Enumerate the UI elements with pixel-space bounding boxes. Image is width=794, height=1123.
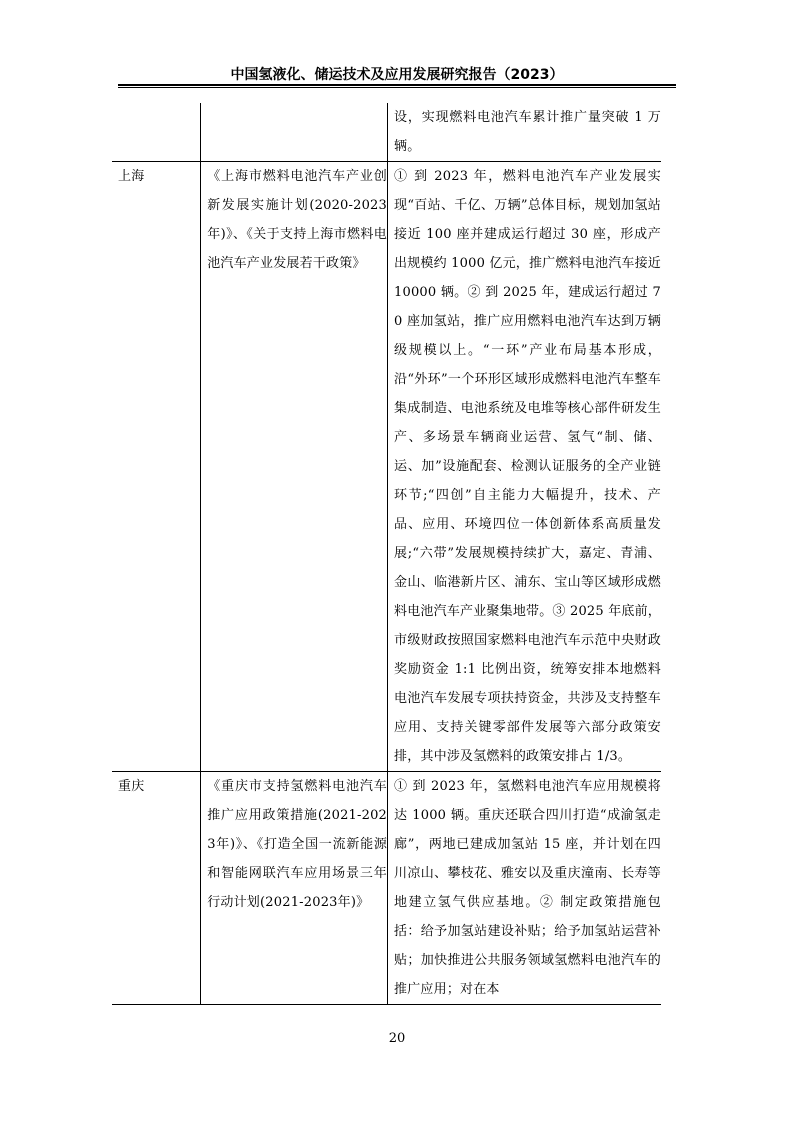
region-cell	[112, 103, 201, 162]
content-text: ① 到 2023 年，燃料电池汽车产业发展实现“百站、千亿、万辆”总体目标，规划加氢站接近 100 座并建成运行超过 30 座，形成产出规模约 1000 亿元，推广燃料电池汽车接近 10000 辆。② 到 2025 年，建成运行超过 70 座加氢站，推广应用燃料电池汽车达到万辆级规模以上。“一环”产业布局基本形成，沿“外环”一个环形区域形成燃料电池汽车整车集成制造、电池系统及电堆等核心部件研发生产、多场景车辆商业运营、氢气“制、储、运、加”设施配套、检测认证服务的全产业链环节;“四创”自主能力大幅提升，技术、产品、应用、环境四位一体创新体系高质量发展;“六带”发展规模持续扩大，嘉定、青浦、金山、临港新片区、浦东、宝山等区域形成燃料电池汽车产业聚集地带。③ 2025 年底前，市级财政按照国家燃料电池汽车示范中央财政奖励资金 1:1 比例出资，统筹安排本地燃料电池汽车发展专项扶持资金，共涉及支持整车应用、支持关键零部件发展等六部分政策安排，其中涉及氢燃料的政策安排占 1/3。	[394, 169, 661, 764]
content-text: 设，实现燃料电池汽车累计推广量突破 1 万辆。	[394, 110, 661, 154]
policy-table	[112, 103, 661, 1005]
content-cell	[388, 772, 661, 1005]
content-text: ① 到 2023 年，氢燃料电池汽车应用规模将达 1000 辆。重庆还联合四川打造“成渝氢走廊”，两地已建成加氢站 15 座，并计划在四川凉山、攀枝花、雅安以及重庆潼南、长寿等地建立氢气供应基地。② 制定政策措施包括：给予加氢站建设补贴；给予加氢站运营补贴；加快推进公共服务领域氢燃料电池汽车的推广应用；对在本	[394, 779, 661, 997]
page-number: 20	[388, 1031, 406, 1046]
table-row	[112, 772, 661, 1005]
policy-text: 《上海市燃料电池汽车产业创新发展实施计划(2020-2023年)》、《关于支持上海市燃料电池汽车产业发展若干政策》	[207, 169, 388, 271]
policy-cell	[201, 162, 388, 772]
header-rule-thin	[118, 87, 676, 88]
header-rule	[118, 84, 676, 86]
region-text: 上海	[118, 169, 145, 184]
policy-cell	[201, 772, 388, 1005]
table-row	[112, 103, 661, 162]
content-cell	[388, 162, 661, 772]
region-text: 重庆	[118, 779, 145, 794]
policy-cell	[201, 103, 388, 162]
content-cell	[388, 103, 661, 162]
policy-text: 《重庆市支持氢燃料电池汽车推广应用政策措施(2021-2023年)》、《打造全国一流新能源和智能网联汽车应用场景三年行动计划(2021-2023年)》	[207, 779, 388, 910]
running-header: 中国氢液化、储运技术及应用发展研究报告（2023）	[230, 67, 564, 83]
region-cell	[112, 772, 201, 1005]
table-row	[112, 162, 661, 772]
region-cell	[112, 162, 201, 772]
